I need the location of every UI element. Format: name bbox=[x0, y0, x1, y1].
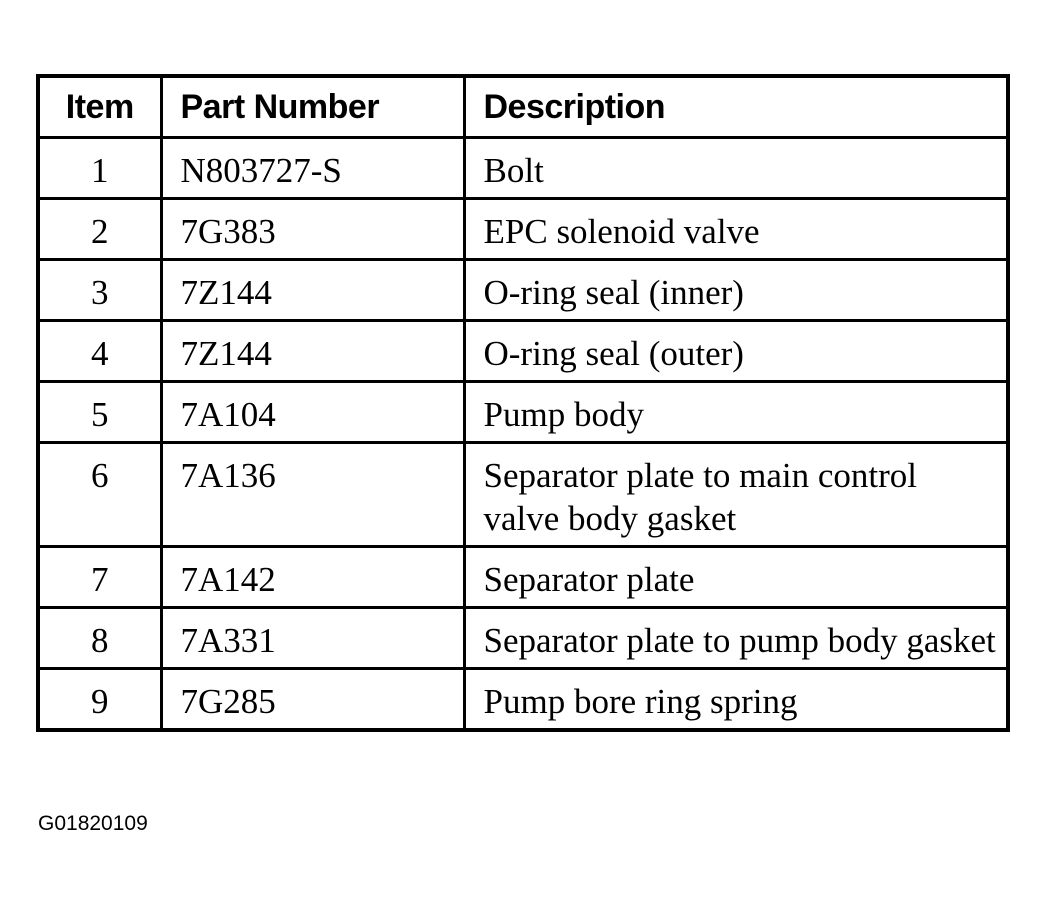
part-number-cell: 7Z144 bbox=[161, 321, 464, 382]
part-number-cell: 7Z144 bbox=[161, 260, 464, 321]
item-number-cell: 6 bbox=[38, 443, 161, 547]
part-number-cell: 7A136 bbox=[161, 443, 464, 547]
table-header-row bbox=[38, 76, 1008, 138]
column-header-item: Item bbox=[38, 76, 161, 138]
column-header-part-number: Part Number bbox=[161, 76, 464, 138]
description-cell: O-ring seal (inner) bbox=[464, 260, 1008, 321]
item-number-cell: 5 bbox=[38, 382, 161, 443]
item-number-cell: 7 bbox=[38, 547, 161, 608]
description-cell: Separator plate bbox=[464, 547, 1008, 608]
item-number-cell: 2 bbox=[38, 199, 161, 260]
part-number-cell: 7A331 bbox=[161, 608, 464, 669]
part-number-cell: N803727-S bbox=[161, 138, 464, 199]
parts-table bbox=[36, 74, 1010, 732]
table-row bbox=[38, 138, 1008, 199]
table-row bbox=[38, 199, 1008, 260]
item-number-cell: 8 bbox=[38, 608, 161, 669]
part-number-cell: 7G383 bbox=[161, 199, 464, 260]
description-cell: Bolt bbox=[464, 138, 1008, 199]
table-row bbox=[38, 321, 1008, 382]
description-cell: Pump bore ring spring bbox=[464, 669, 1008, 731]
description-cell: Separator plate to main control valve body gasket bbox=[464, 443, 1008, 547]
description-cell: Separator plate to pump body gasket bbox=[464, 608, 1008, 669]
description-cell: EPC solenoid valve bbox=[464, 199, 1008, 260]
table-row bbox=[38, 608, 1008, 669]
table-row bbox=[38, 443, 1008, 547]
description-cell: O-ring seal (outer) bbox=[464, 321, 1008, 382]
item-number-cell: 3 bbox=[38, 260, 161, 321]
table-row bbox=[38, 382, 1008, 443]
item-number-cell: 9 bbox=[38, 669, 161, 731]
part-number-cell: 7A104 bbox=[161, 382, 464, 443]
table-row bbox=[38, 260, 1008, 321]
part-number-cell: 7A142 bbox=[161, 547, 464, 608]
description-cell: Pump body bbox=[464, 382, 1008, 443]
part-number-cell: 7G285 bbox=[161, 669, 464, 731]
column-header-description: Description bbox=[464, 76, 1008, 138]
figure-code: G01820109 bbox=[38, 812, 148, 835]
item-number-cell: 1 bbox=[38, 138, 161, 199]
table-row bbox=[38, 669, 1008, 731]
table-row bbox=[38, 547, 1008, 608]
item-number-cell: 4 bbox=[38, 321, 161, 382]
